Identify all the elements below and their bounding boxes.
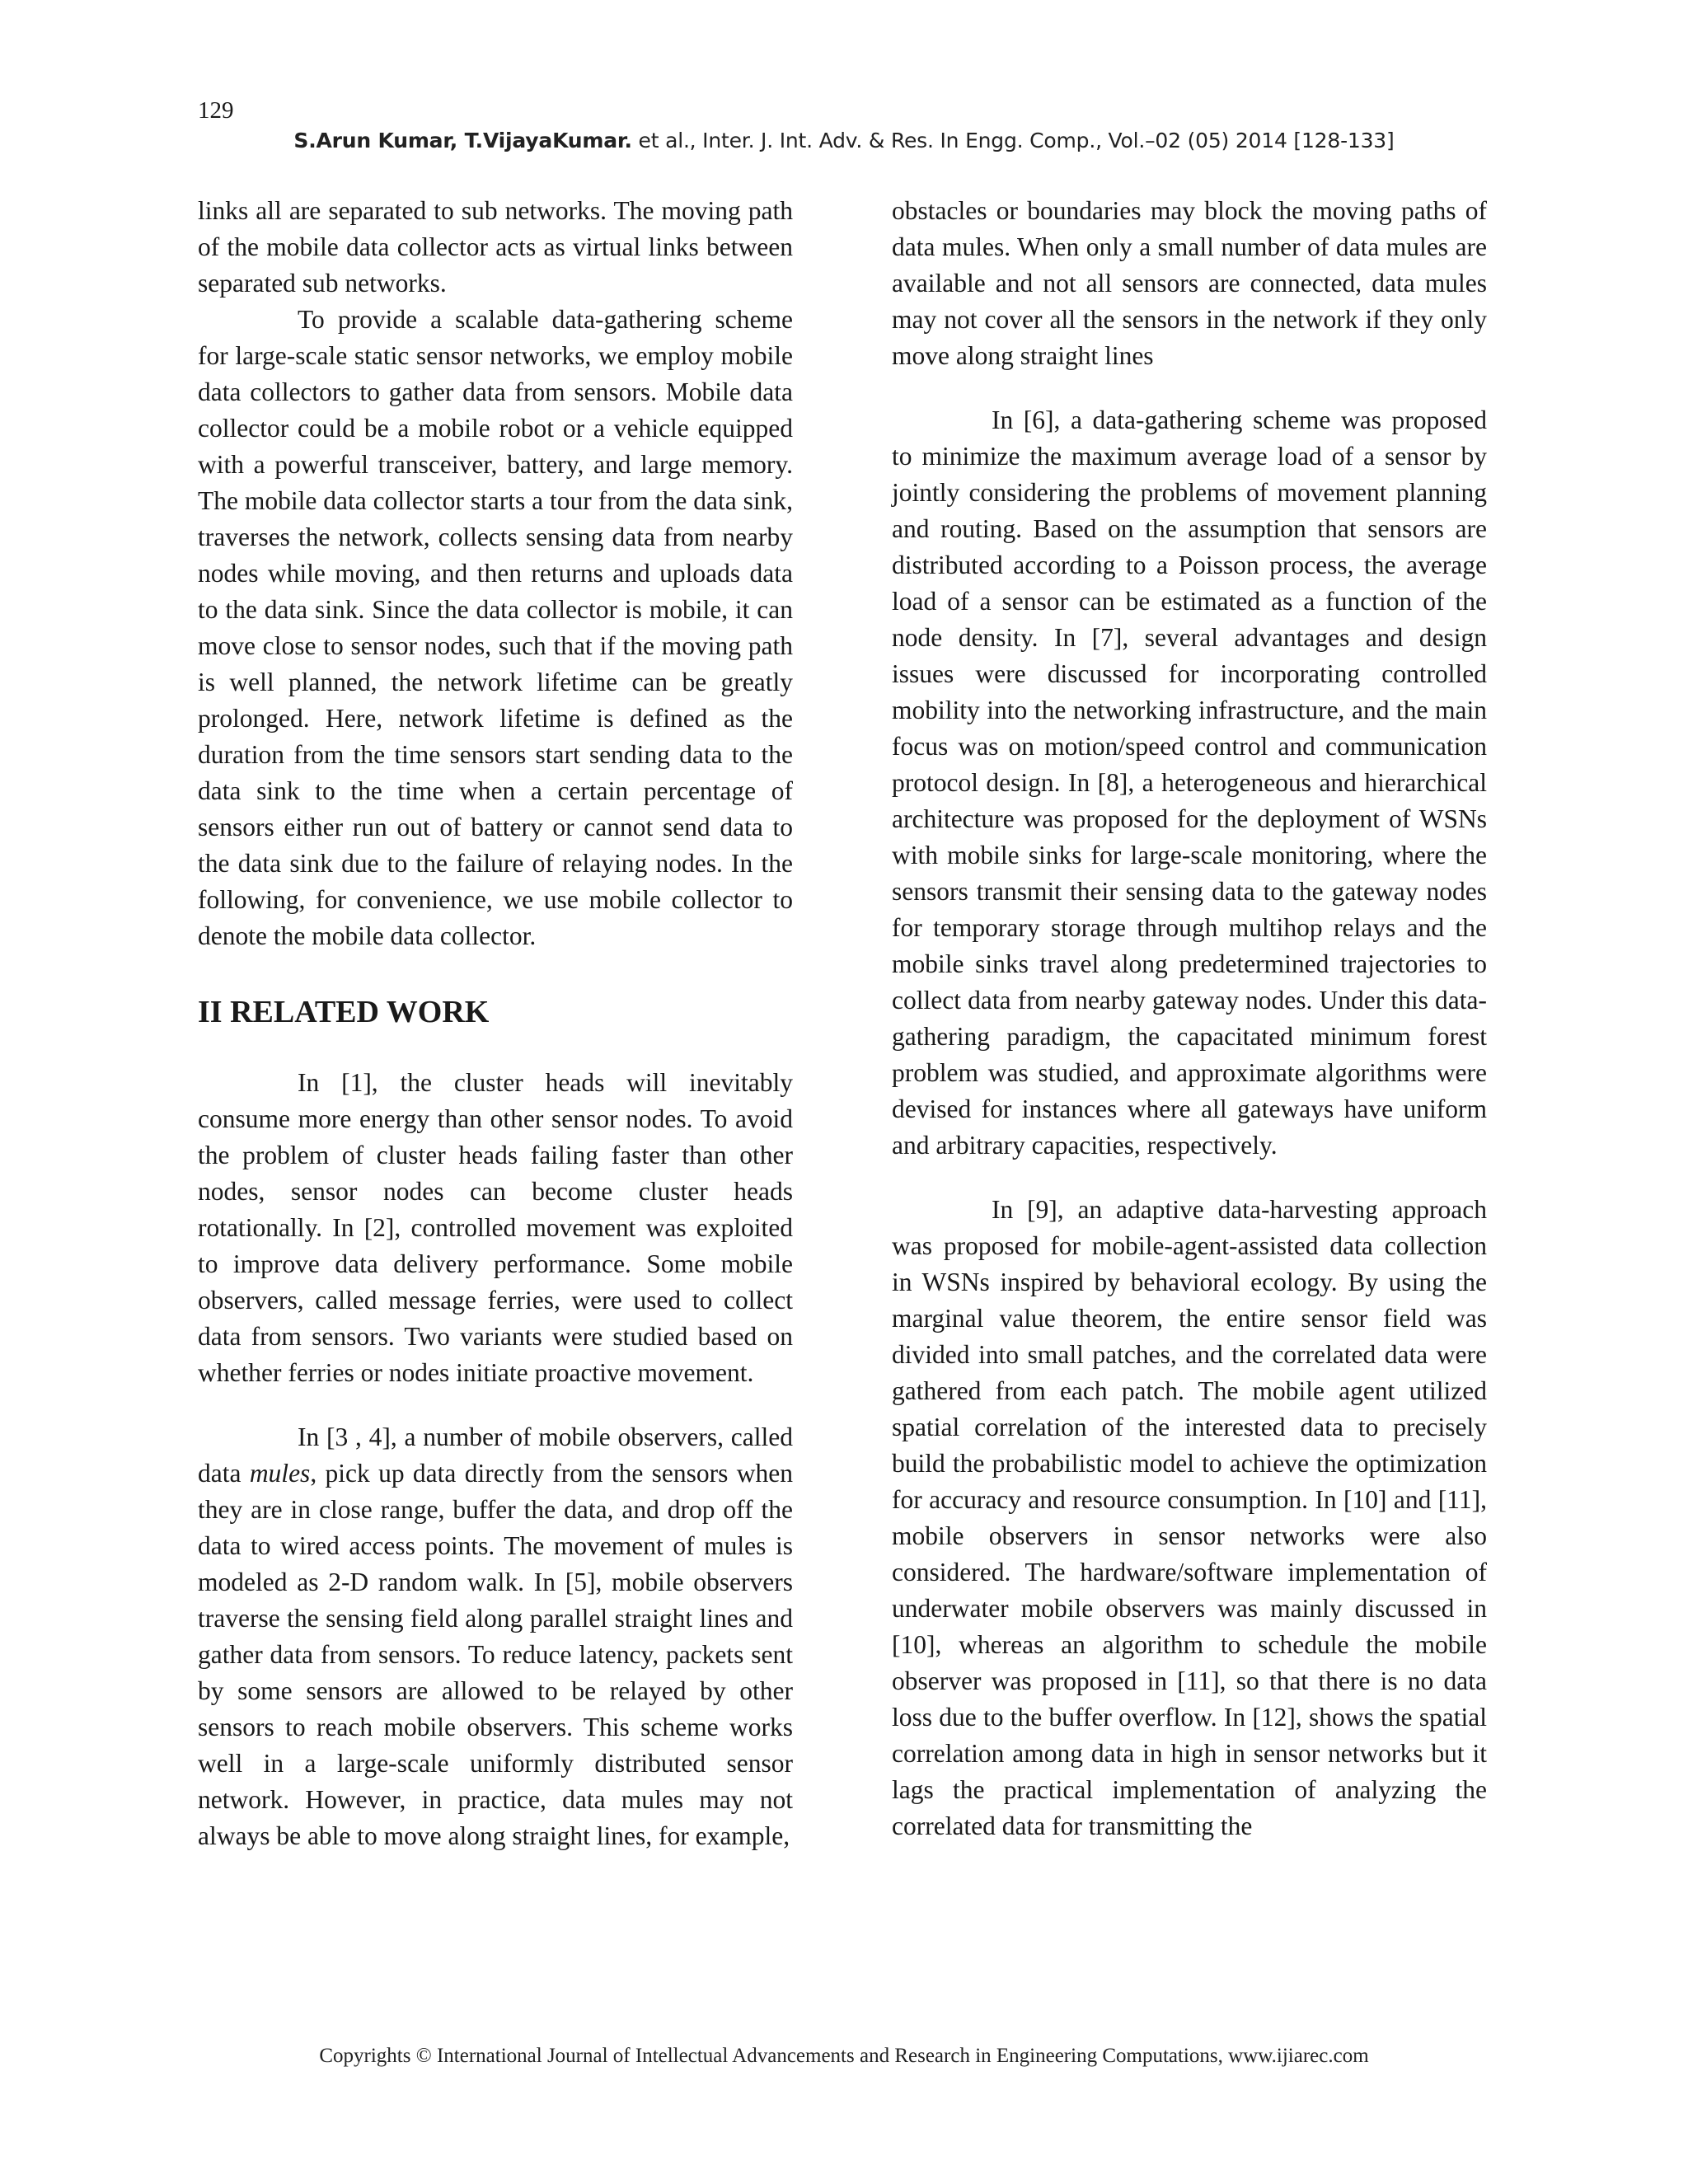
- section-heading-related-work: II RELATED WORK: [198, 995, 490, 1029]
- left-paragraph-4: [198, 1419, 793, 1854]
- footer-copyright: Copyrights © International Journal of Intellectual Advancements and Research in Engineering Computations, www.ijiarec.com: [319, 2045, 1369, 2067]
- left-paragraph-4-b: , pick up data directly from the sensors when they are in close range, buffer the data, and drop off the data to wired access points. The movement of mules is modeled as 2-D random walk. In [5], mobile observers traverse the sensing field along parallel straight lines and gather data from sensors. To reduce latency, packets sent by some sensors are allowed to be relayed by other sensors to reach mobile observers. This scheme works well in a large-scale uniformly distributed sensor network. However, in practice, data mules may not always be able to move along straight lines, for example,: [198, 1459, 793, 1850]
- header-authors: S.Arun Kumar, T.VijayaKumar.: [293, 129, 632, 152]
- right-column: [892, 193, 1487, 1844]
- left-paragraph-4-emphasis: mules: [249, 1459, 311, 1488]
- page-number: 129: [198, 97, 234, 124]
- right-paragraph-2: In [6], a data-gathering scheme was proposed to minimize the maximum average load of a sensor by jointly considering the problems of movement planning and routing. Based on the assumption that sensors are distributed according to a Poisson process, the average load of a sensor can be estimated as a function of the node density. In [7], several advantages and design issues were discussed for incorporating controlled mobility into the networking infrastructure, and the main focus was on motion/speed control and communication protocol design. In [8], a heterogeneous and hierarchical architecture was proposed for the deployment of WSNs with mobile sinks for large-scale monitoring, where the sensors transmit their sensing data to the gateway nodes for temporary storage through multihop relays and the mobile sinks travel along predetermined trajectories to collect data from nearby gateway nodes. Under this data-gathering paradigm, the capacitated minimum forest problem was studied, and approximate algorithms were devised for instances where all gateways have uniform and arbitrary capacities, respectively.: [892, 405, 1487, 1160]
- right-paragraph-1: obstacles or boundaries may block the moving paths of data mules. When only a small number of data mules are available and not all sensors are connected, data mules may not cover all the sensors in the network if they only move along straight lines: [892, 196, 1487, 370]
- running-header: [0, 129, 1688, 152]
- left-paragraph-3: In [1], the cluster heads will inevitably consume more energy than other sensor nodes. To avoid the problem of cluster heads failing faster than other nodes, sensor nodes can become cluster heads rotationally. In [2], controlled movement was exploited to improve data delivery performance. Some mobile observers, called message ferries, were used to collect data from sensors. Two variants were studied based on whether ferries or nodes initiate proactive movement.: [198, 1068, 793, 1387]
- right-paragraph-3: In [9], an adaptive data-harvesting approach was proposed for mobile-agent-assisted data collection in WSNs inspired by behavioral ecology. By using the marginal value theorem, the entire sensor field was divided into small patches, and the correlated data were gathered from each patch. The mobile agent utilized spatial correlation of the interested data to precisely build the probabilistic model to achieve the optimization for accuracy and resource consumption. In [10] and [11], mobile observers in sensor networks were also considered. The hardware/software implementation of underwater mobile observers was mainly discussed in [10], whereas an algorithm to schedule the mobile observer was proposed in [11], so that there is no data loss due to the buffer overflow. In [12], shows the spatial correlation among data in high in sensor networks but it lags the practical implementation of analyzing the correlated data for transmitting the: [892, 1195, 1487, 1840]
- left-paragraph-4-a: In [3 , 4], a number of mobile observers, called data: [198, 1422, 793, 1488]
- left-paragraph-1: links all are separated to sub networks. The moving path of the mobile data collector acts as virtual links between separated sub networks.: [198, 196, 793, 298]
- left-paragraph-2: To provide a scalable data-gathering scheme for large-scale static sensor networks, we employ mobile data collectors to gather data from sensors. Mobile data collector could be a mobile robot or a vehicle equipped with a powerful transceiver, battery, and large memory. The mobile data collector starts a tour from the data sink, traverses the network, collects sensing data from nearby nodes while moving, and then returns and uploads data to the data sink. Since the data collector is mobile, it can move close to sensor nodes, such that if the moving path is well planned, the network lifetime can be greatly prolonged. Here, network lifetime is defined as the duration from the time sensors start sending data to the data sink to the time when a certain percentage of sensors either run out of battery or cannot send data to the data sink due to the failure of relaying nodes. In the following, for convenience, we use mobile collector to denote the mobile data collector.: [198, 305, 793, 950]
- left-column: [198, 193, 793, 1854]
- header-citation: et al., Inter. J. Int. Adv. & Res. In Engg. Comp., Vol.–02 (05) 2014 [128-133]: [631, 129, 1395, 152]
